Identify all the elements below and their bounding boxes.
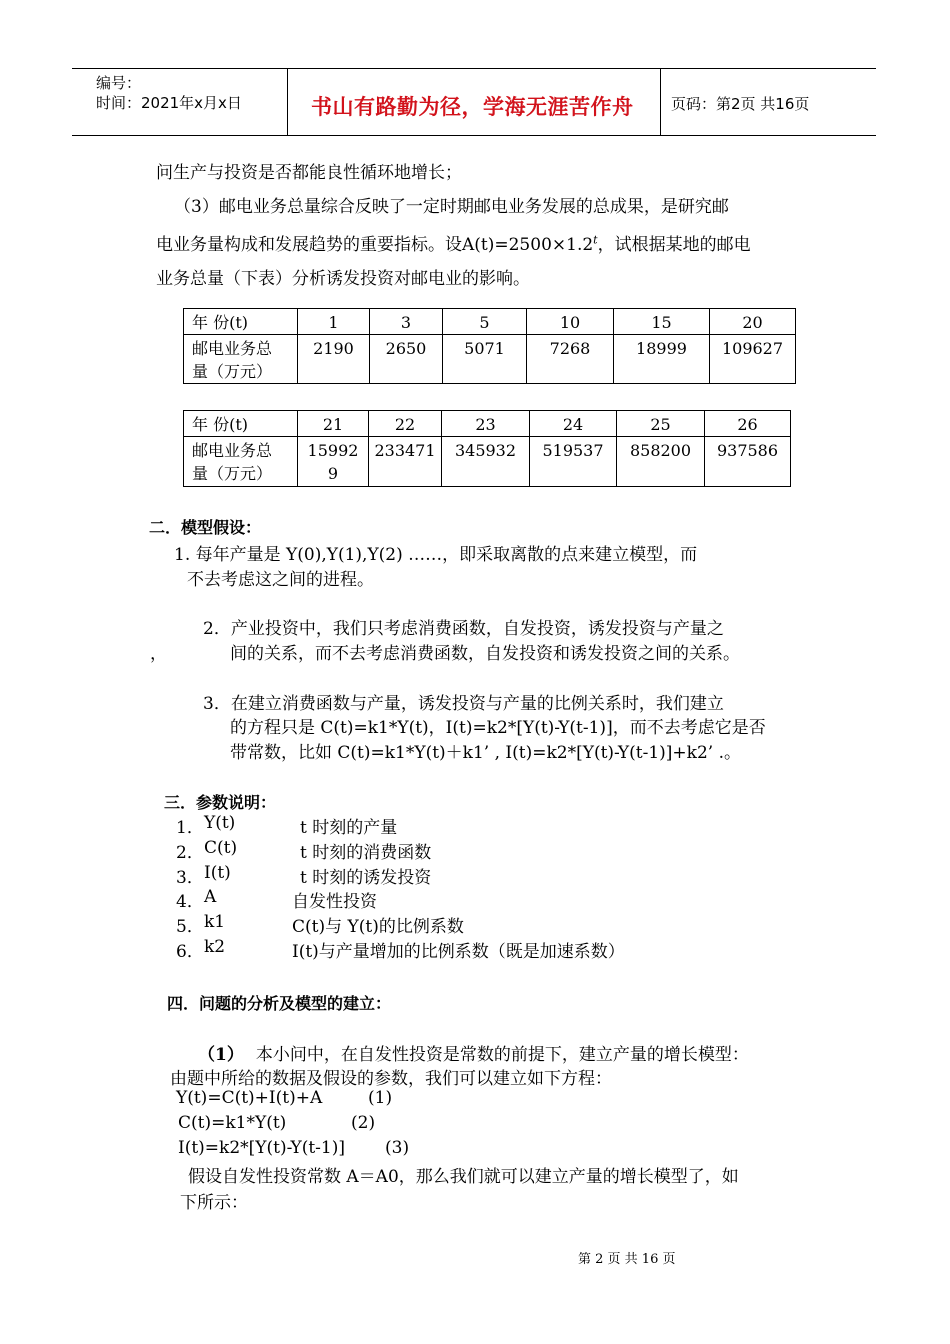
param-5-symbol: k1 [204, 912, 226, 932]
intro-line-4: 业务总量（下表）分析诱发投资对邮电业的影响。 [156, 269, 530, 289]
table-2-value-cell: 519537 [530, 437, 617, 487]
table-2-value-cell: 233471 [369, 437, 442, 487]
table-1-value-cell: 5071 [443, 335, 527, 384]
param-5-description: C(t)与 Y(t)的比例系数 [292, 917, 464, 937]
table-1-value-cell: 18999 [614, 335, 710, 384]
param-6-number: 6． [176, 942, 204, 962]
equation-1-number: (1) [368, 1088, 393, 1108]
intro-line-3 [156, 230, 751, 255]
header-top-rule [72, 68, 876, 69]
header-divider-left [287, 68, 288, 135]
table-2-value-cell: 937586 [705, 437, 791, 487]
param-6-symbol: k2 [204, 937, 226, 957]
param-5-number: 5． [176, 917, 204, 937]
equation-3-number: (3) [385, 1138, 410, 1158]
param-3-number: 3． [176, 868, 204, 888]
data-table-2 [183, 410, 791, 487]
part-1-last-line-2: 下所示： [180, 1193, 248, 1213]
assumption-3-line-3: 带常数，比如 C(t)=k1*Y(t)＋k1’ , I(t)=k2*[Y(t)-Y(t-1)]+k2’ .。 [230, 743, 742, 763]
equation-1: Y(t)=C(t)+I(t)+A [176, 1088, 323, 1108]
table-2-value-header [184, 437, 298, 487]
table-1-year-cell: 1 [298, 309, 370, 335]
table-1-value-cell: 7268 [527, 335, 614, 384]
table-1-value-cell: 109627 [710, 335, 796, 384]
part-1-intro [198, 1040, 749, 1065]
table-2-value-cell-line-2: 9 [327, 464, 339, 483]
table-1-year-cell: 15 [614, 309, 710, 335]
intro-line-3-exponent: t [593, 233, 598, 247]
intro-line-1: 问生产与投资是否都能良性循环地增长； [156, 163, 462, 183]
header-time-label: 时间：2021年x月x日 [96, 94, 242, 112]
table-2-value-cell-line-1: 15992 [307, 441, 359, 460]
table-1-value-header [184, 335, 298, 384]
param-2-description: t 时刻的消费函数 [300, 843, 432, 863]
intro-line-3-text-a: 电业务量构成和发展趋势的重要指标。设A(t)=2500×1.2 [156, 235, 594, 255]
param-1-symbol: Y(t) [204, 813, 236, 833]
table-1-year-cell: 3 [370, 309, 443, 335]
table-2-value-cell: 345932 [442, 437, 530, 487]
equation-3: I(t)=k2*[Y(t)-Y(t-1)] [178, 1138, 346, 1158]
table-2-year-cell: 25 [617, 411, 705, 437]
table-1-value-cell: 2190 [298, 335, 370, 384]
param-6-description: I(t)与产量增加的比例系数（既是加速系数） [292, 942, 625, 962]
table-2-year-row [184, 411, 791, 437]
table-1-year-cell: 20 [710, 309, 796, 335]
param-4-symbol: A [204, 887, 217, 907]
assumption-3-line-2: 的方程只是 C(t)=k1*Y(t)，I(t)=k2*[Y(t)-Y(t-1)]，而不去考虑它是否 [230, 718, 766, 738]
table-2-year-cell: 24 [530, 411, 617, 437]
equation-2-number: (2) [351, 1113, 376, 1133]
header-divider-right [660, 68, 661, 135]
header-page-code: 页码：第2页 共16页 [671, 95, 810, 113]
data-table-1 [183, 308, 796, 384]
table-1-value-header-line-2: 量（万元） [192, 362, 273, 381]
table-2-year-cell: 23 [442, 411, 530, 437]
table-2-value-header-line-1: 邮电业务总 [192, 441, 273, 460]
param-2-number: 2． [176, 843, 204, 863]
table-1-value-cell: 2650 [370, 335, 443, 384]
table-2-value-cell [298, 437, 369, 487]
intro-line-2: （3）邮电业务总量综合反映了一定时期邮电业务发展的总成果，是研究邮 [174, 197, 729, 217]
assumption-2-line-2: 间的关系，而不去考虑消费函数，自发投资和诱发投资之间的关系。 [230, 644, 740, 664]
param-1-number: 1． [176, 818, 204, 838]
footer-page-number: 第 2 页 共 16 页 [578, 1252, 676, 1267]
assumption-3-line-1: 3．在建立消费函数与产量，诱发投资与产量的比例关系时，我们建立 [203, 694, 724, 714]
equation-2: C(t)=k1*Y(t) [178, 1113, 287, 1133]
param-3-symbol: I(t) [204, 863, 231, 883]
assumption-1-line-2: 不去考虑这之间的进程。 [187, 570, 374, 590]
header-number-label: 编号： [96, 74, 142, 92]
table-1-value-row [184, 335, 796, 384]
intro-line-3-text-b: ，试根据某地的邮电 [597, 235, 751, 255]
table-1-value-header-line-1: 邮电业务总 [192, 339, 273, 358]
part-1-line-2: 由题中所给的数据及假设的参数，我们可以建立如下方程： [170, 1069, 612, 1089]
param-3-description: t 时刻的诱发投资 [300, 868, 432, 888]
param-4-number: 4． [176, 892, 204, 912]
table-1-year-header: 年 份(t) [184, 309, 298, 335]
header-motto: 书山有路勤为径，学海无涯苦作舟 [311, 95, 634, 119]
param-4-description: 自发性投资 [292, 892, 377, 912]
part-1-label: （1） [198, 1045, 244, 1065]
section-3-title: 三．参数说明： [164, 793, 277, 812]
table-1-year-cell: 5 [443, 309, 527, 335]
table-2-year-cell: 22 [369, 411, 442, 437]
table-1-year-row [184, 309, 796, 335]
section-2-title: 二．模型假设： [149, 518, 262, 537]
param-2-symbol: C(t) [204, 838, 238, 858]
table-2-value-row [184, 437, 791, 487]
table-2-value-header-line-2: 量（万元） [192, 464, 273, 483]
assumption-2-stray-mark: ， [150, 644, 167, 664]
table-1-year-cell: 10 [527, 309, 614, 335]
header-bottom-rule [72, 135, 876, 136]
part-1-last-line-1: 假设自发性投资常数 A＝A0，那么我们就可以建立产量的增长模型了，如 [188, 1167, 739, 1187]
table-2-value-cell: 858200 [617, 437, 705, 487]
assumption-1-line-1: 1. 每年产量是 Y(0),Y(1),Y(2) ……，即采取离散的点来建立模型，而 [174, 545, 698, 565]
section-4-title: 四．问题的分析及模型的建立： [167, 994, 392, 1013]
table-2-year-cell: 26 [705, 411, 791, 437]
table-2-year-cell: 21 [298, 411, 369, 437]
assumption-2-line-1: 2．产业投资中，我们只考虑消费函数，自发投资，诱发投资与产量之 [203, 619, 724, 639]
part-1-text: 本小问中，在自发性投资是常数的前提下，建立产量的增长模型： [255, 1045, 749, 1065]
table-2-year-header: 年 份(t) [184, 411, 298, 437]
param-1-description: t 时刻的产量 [300, 818, 398, 838]
